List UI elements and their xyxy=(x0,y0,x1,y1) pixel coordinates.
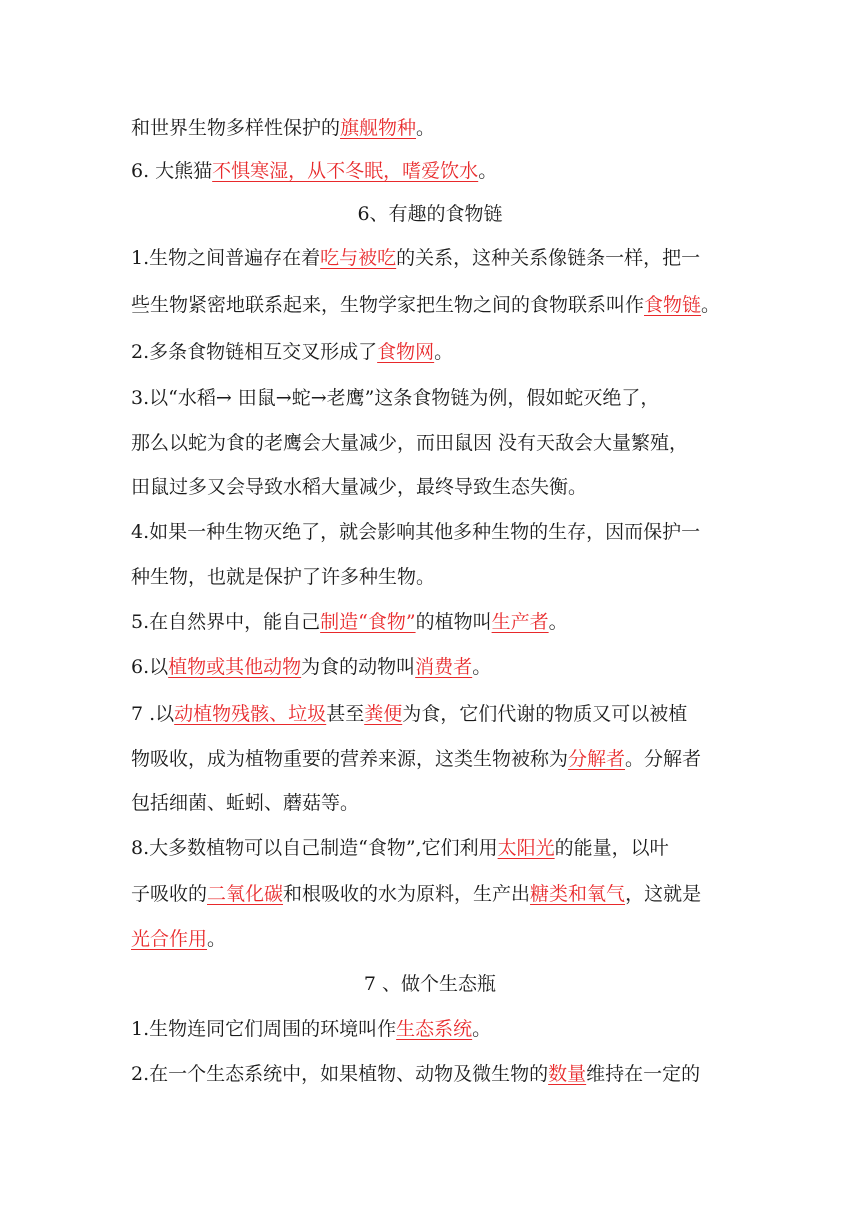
text-run: 种生物，也就是保护了许多种生物。 xyxy=(131,566,436,588)
answer-highlight: 太阳光 xyxy=(497,837,555,859)
text-run: ，这就是 xyxy=(625,883,702,905)
text-run: 7 .以 xyxy=(131,703,175,725)
answer-highlight: 植物或其他动物 xyxy=(168,656,302,678)
text-run: 。 xyxy=(548,611,568,633)
text-run: 6.以 xyxy=(131,656,169,678)
answer-highlight: 糖类和氧气 xyxy=(530,883,626,905)
paragraph-line xyxy=(131,655,741,679)
text-run: 为食，它们代谢的物质又可以被植 xyxy=(402,703,688,725)
answer-highlight: 食物网 xyxy=(377,341,435,363)
section-heading xyxy=(0,202,860,226)
text-run: 包括细菌、蚯蚓、蘑菇等。 xyxy=(131,792,360,814)
text-run: 3.以“水稻→ 田鼠→蛇→老鹰”这条食物链为例，假如蛇灭绝了， xyxy=(131,387,660,409)
text-run: 。 xyxy=(478,160,498,182)
text-run: 。 xyxy=(434,341,454,363)
text-run: 1.生物连同它们周围的环境叫作 xyxy=(131,1018,397,1040)
text-run: 4.如果一种生物灭绝了，就会影响其他多种生物的生存，因而保护一 xyxy=(131,521,701,543)
answer-highlight: 不惧寒湿，从不冬眠，嗜爱饮水 xyxy=(212,160,479,182)
text-run: 子吸收的 xyxy=(131,883,208,905)
section-heading xyxy=(0,972,860,996)
answer-highlight: 消费者 xyxy=(415,656,473,678)
paragraph-line xyxy=(131,927,741,951)
text-run: 5.在自然界中，能自己 xyxy=(131,611,321,633)
paragraph-line xyxy=(131,791,741,815)
answer-highlight: 生产者 xyxy=(491,611,549,633)
answer-highlight: 数量 xyxy=(548,1063,587,1085)
paragraph-line xyxy=(131,747,741,771)
text-run: 维持在一定的 xyxy=(586,1063,701,1085)
paragraph-line xyxy=(131,431,741,455)
paragraph-line xyxy=(131,340,741,364)
answer-highlight: 食物链 xyxy=(644,294,702,316)
answer-highlight: 生态系统 xyxy=(396,1018,473,1040)
text-run: 那么以蛇为食的老鹰会大量减少，而田鼠因 没有天敌会大量繁殖， xyxy=(131,432,689,454)
text-run: 。 xyxy=(472,1018,492,1040)
heading-text: 6、有趣的食物链 xyxy=(357,203,503,225)
text-run: 2.多条食物链相互交叉形成了 xyxy=(131,341,378,363)
paragraph-line xyxy=(131,1062,741,1086)
text-run: 2.在一个生态系统中，如果植物、动物及微生物的 xyxy=(131,1063,549,1085)
text-run: 。 xyxy=(701,294,721,316)
text-run: 。 xyxy=(416,117,436,139)
paragraph-line xyxy=(131,565,741,589)
text-run: 。 xyxy=(207,928,227,950)
paragraph-line xyxy=(131,520,741,544)
paragraph-line xyxy=(131,116,741,140)
text-run: 些生物紧密地联系起来，生物学家把生物之间的食物联系叫作 xyxy=(131,294,645,316)
paragraph-line xyxy=(131,836,741,860)
text-run: 为食的动物叫 xyxy=(301,656,416,678)
text-run: 的植物叫 xyxy=(415,611,492,633)
text-run: 甚至 xyxy=(326,703,365,725)
answer-highlight: 粪便 xyxy=(364,703,403,725)
text-run: 6. 大熊猫 xyxy=(131,160,213,182)
heading-text: 7 、做个生态瓶 xyxy=(363,973,497,995)
answer-highlight: 旗舰物种 xyxy=(340,117,417,139)
text-run: 物吸收，成为植物重要的营养来源，这类生物被称为 xyxy=(131,748,569,770)
answer-highlight: 吃与被吃 xyxy=(320,247,397,269)
text-run: 和根吸收的水为原料，生产出 xyxy=(283,883,531,905)
answer-highlight: 分解者 xyxy=(568,748,626,770)
paragraph-line xyxy=(131,882,741,906)
paragraph-line xyxy=(131,293,741,317)
paragraph-line xyxy=(131,246,741,270)
text-run: 的关系，这种关系像链条一样，把一 xyxy=(396,247,701,269)
paragraph-line xyxy=(131,386,741,410)
answer-highlight: 制造“食物” xyxy=(320,611,416,633)
answer-highlight: 动植物残骸、垃圾 xyxy=(174,703,327,725)
text-run: 8.大多数植物可以自己制造“食物”,它们利用 xyxy=(131,837,498,859)
paragraph-line xyxy=(131,1017,741,1041)
text-run: 。分解者 xyxy=(625,748,702,770)
answer-highlight: 二氧化碳 xyxy=(207,883,284,905)
text-run: 和世界生物多样性保护的 xyxy=(131,117,341,139)
paragraph-line xyxy=(131,475,741,499)
text-run: 。 xyxy=(472,656,492,678)
paragraph-line xyxy=(131,702,741,726)
text-run: 的能量，以叶 xyxy=(554,837,669,859)
text-run: 1.生物之间普遍存在着 xyxy=(131,247,321,269)
paragraph-line xyxy=(131,159,741,183)
answer-highlight: 光合作用 xyxy=(131,928,208,950)
paragraph-line xyxy=(131,610,741,634)
text-run: 田鼠过多又会导致水稻大量减少，最终导致生态失衡。 xyxy=(131,476,588,498)
